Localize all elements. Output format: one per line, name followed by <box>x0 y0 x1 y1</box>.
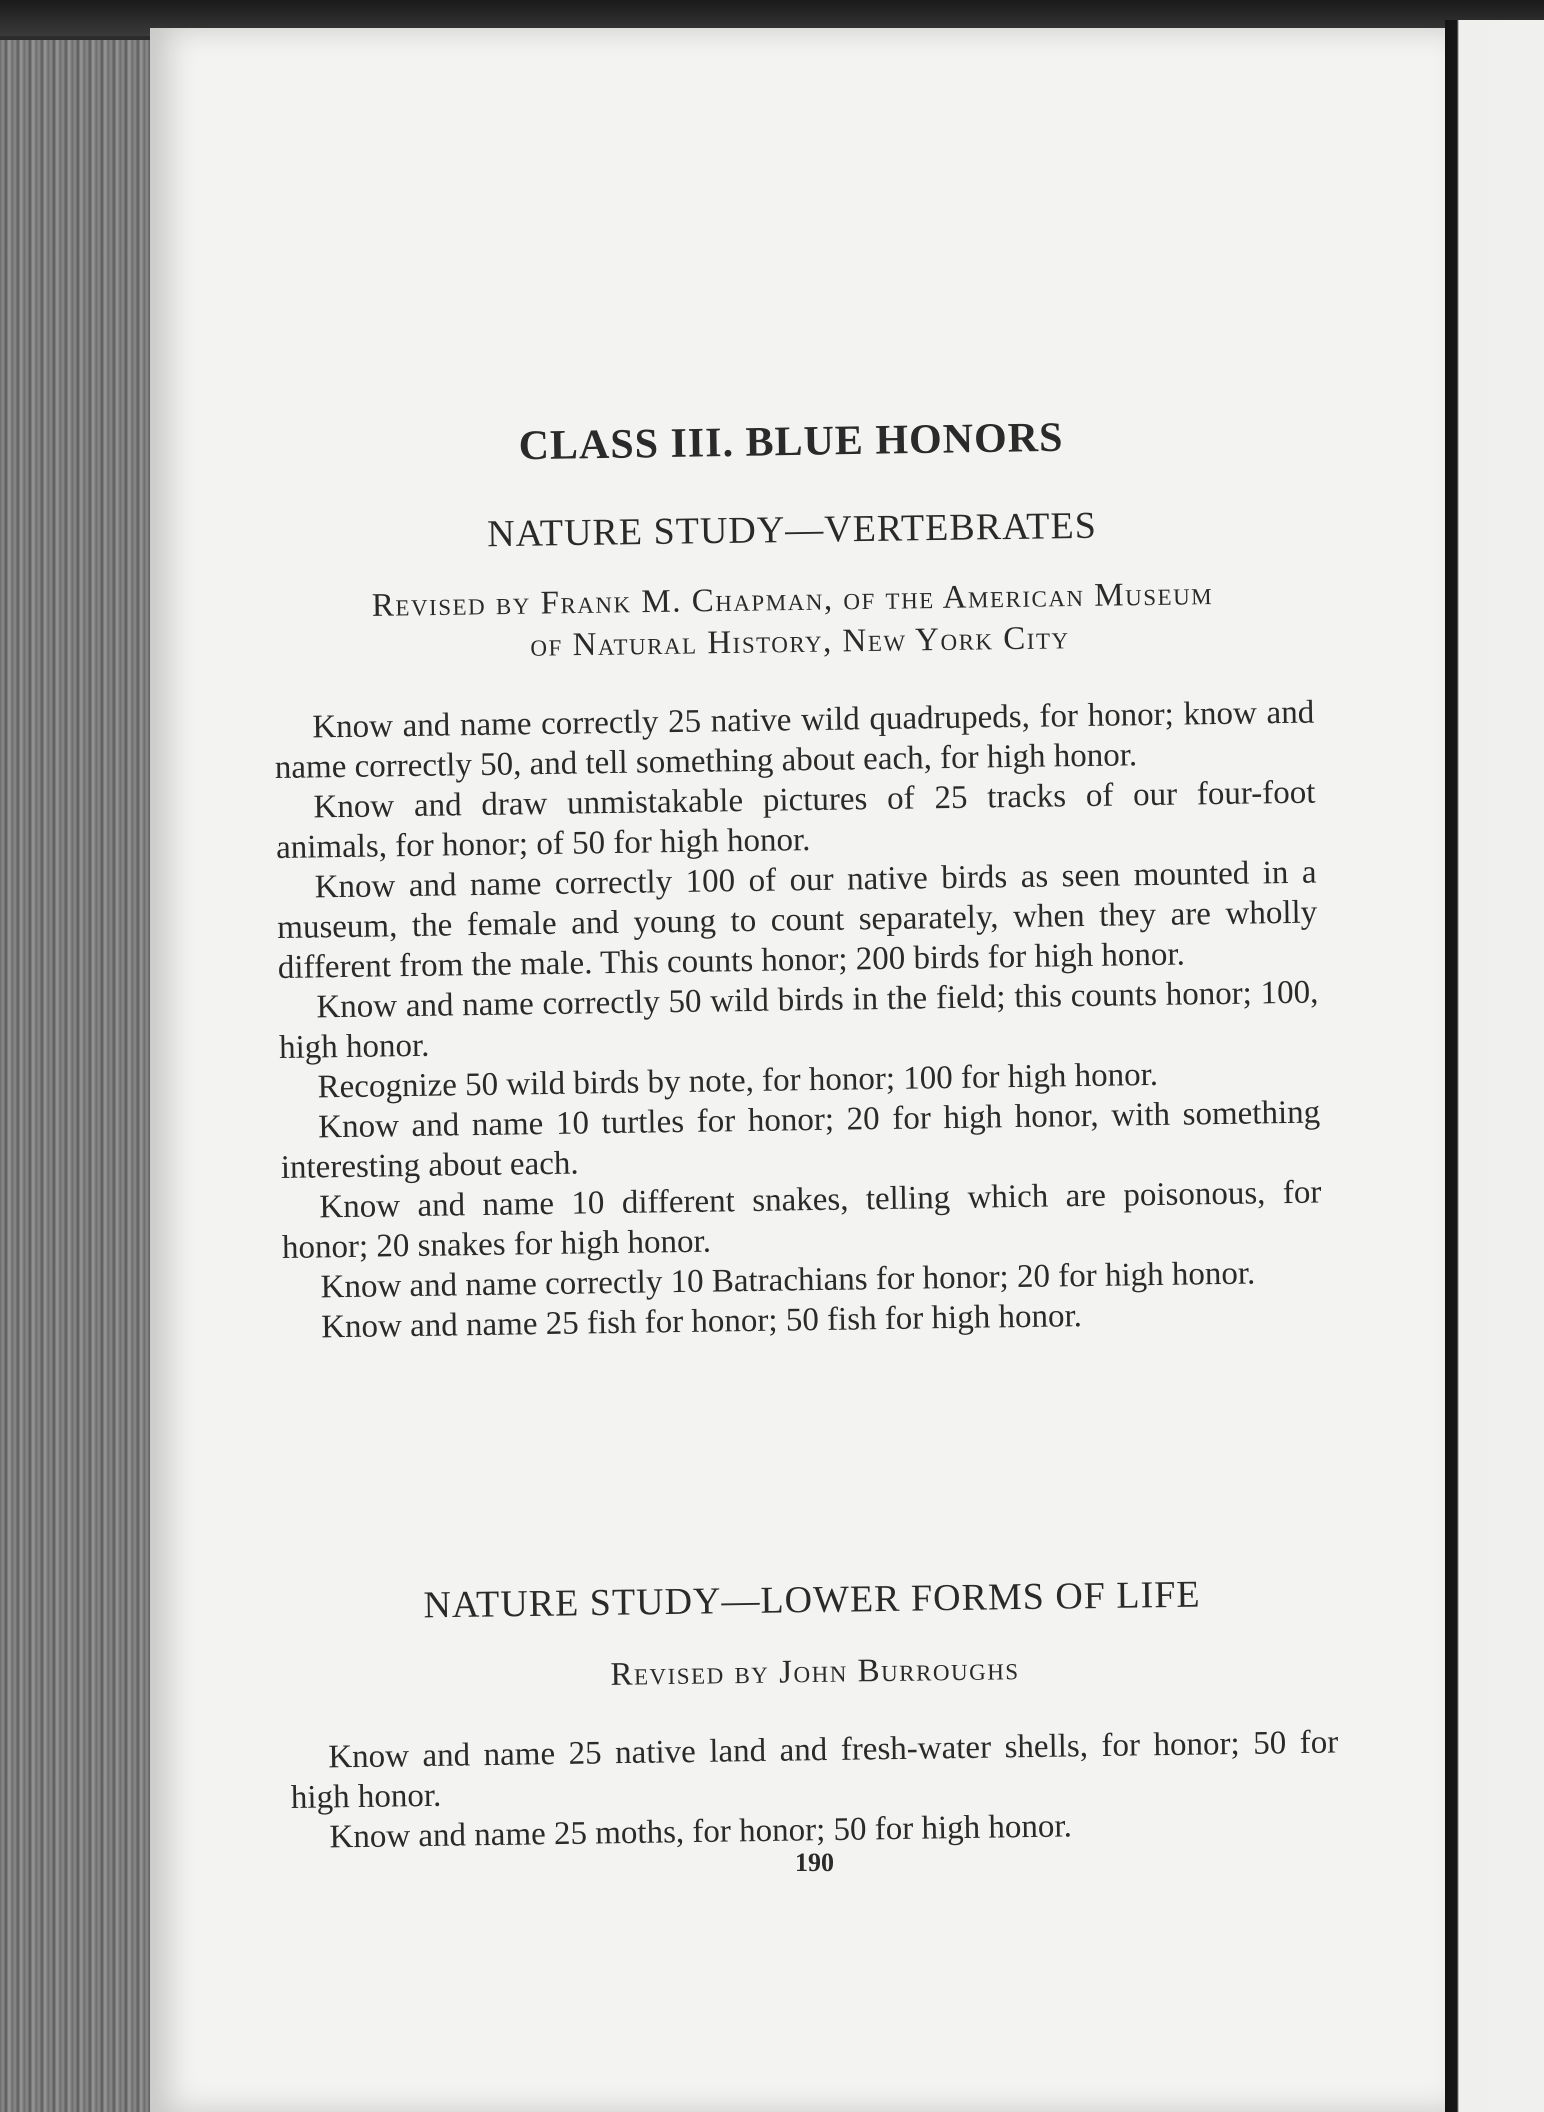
section-body-vertebrates <box>274 693 1323 1348</box>
paragraph: Know and name correctly 10 Batrachians for honor; 20 for high honor. <box>320 1255 1256 1306</box>
paragraph: Know and draw unmistakable pictures of 25 tracks of our four-foot animals, for honor; of 50 for high honor. <box>275 774 1316 866</box>
paragraph: Know and name correctly 50 wild birds in the field; this counts honor; 100, high honor. <box>278 974 1319 1066</box>
paragraph: Know and name 25 moths, for honor; 50 for high honor. <box>329 1808 1073 1856</box>
section-body-lower-forms <box>290 1722 1340 1858</box>
reviser-line-chapman-1: Revised by Frank M. Chapman, of the American Museum <box>371 576 1214 624</box>
paragraph: Know and name 25 native land and fresh-water shells, for honor; 50 for high honor. <box>290 1724 1339 1816</box>
book-page-edges <box>0 40 154 2112</box>
page-number: 190 <box>795 1848 834 1877</box>
paragraph: Know and name 10 different snakes, telling which are poisonous, for honor; 20 snakes for high honor. <box>281 1174 1322 1266</box>
class-heading: CLASS III. BLUE HONORS <box>518 414 1064 470</box>
paragraph: Know and name 10 turtles for honor; 20 for high honor, with something interesting about each. <box>280 1094 1321 1186</box>
paragraph: Know and name correctly 25 native wild quadrupeds, for honor; know and name correctly 50, and tell something about each, for high honor. <box>274 694 1315 786</box>
section-title-vertebrates: NATURE STUDY—VERTEBRATES <box>486 504 1098 556</box>
reviser-line-burroughs: Revised by John Burroughs <box>610 1651 1020 1693</box>
reviser-line-chapman-2: of Natural History, New York City <box>530 620 1070 664</box>
section-title-lower-forms: NATURE STUDY—LOWER FORMS OF LIFE <box>423 1573 1201 1627</box>
paragraph: Recognize 50 wild birds by note, for honor; 100 for high honor. <box>317 1056 1159 1106</box>
facing-page-edge <box>1445 20 1544 2112</box>
paragraph: Know and name 25 fish for honor; 50 fish for high honor. <box>320 1298 1083 1346</box>
paragraph: Know and name correctly 100 of our native birds as seen mounted in a museum, the female and young to count separately, when they are wholly different from the male. This counts honor; 200 birds for high honor. <box>276 854 1318 986</box>
